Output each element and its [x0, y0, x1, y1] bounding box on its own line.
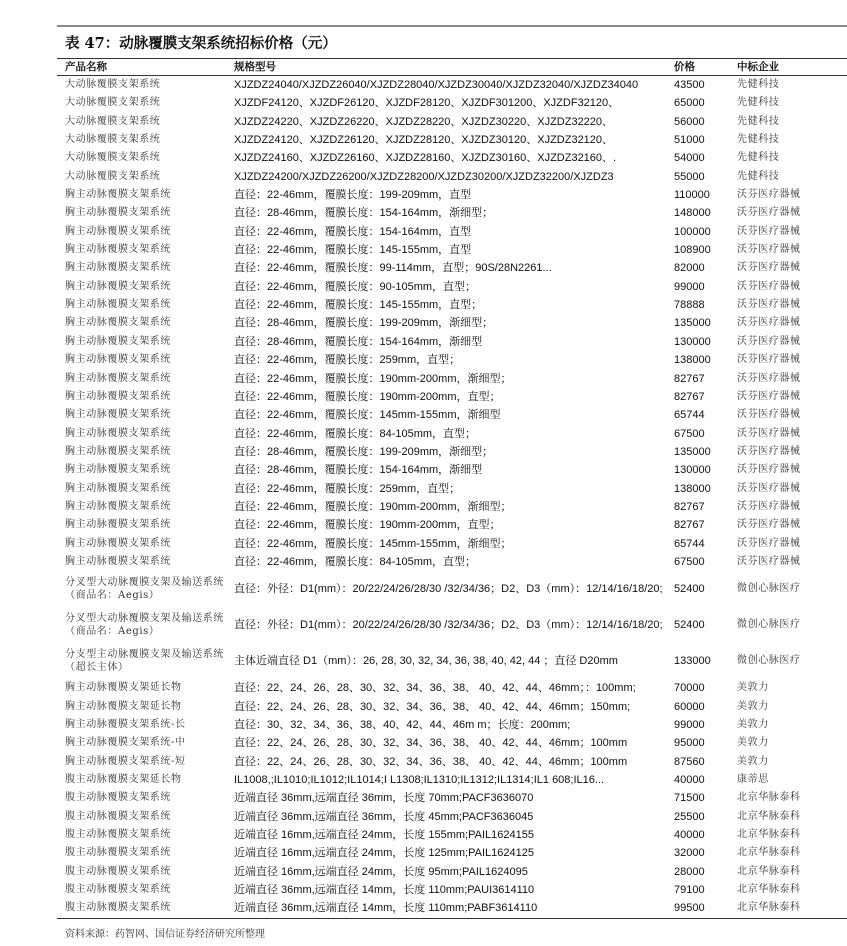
- winning-firm-cell: 沃芬医疗器械: [737, 427, 801, 439]
- spec-cell: 直径：22、24、26、28、30、32、34、36、38、 40、42、44、46mm；150mm;: [234, 700, 631, 713]
- spec-cell: XJZDZ24160、XJZDZ26160、XJZDZ28160、XJZDZ30160、XJZDZ32160、.: [234, 152, 617, 165]
- document-page: [57, 25, 847, 940]
- winning-firm-cell: 美敦力: [737, 700, 769, 712]
- column-header-firm: 中标企业: [737, 61, 779, 73]
- price-cell: 40000: [674, 774, 705, 786]
- winning-firm-cell: 沃芬医疗器械: [737, 299, 801, 311]
- spec-cell-text: 主体近端直径 D1（mm）：26, 28, 30, 32, 34, 36, 38, 40, 42, 44 ；直径 D20mm: [234, 654, 618, 667]
- table-row: [57, 370, 847, 388]
- winning-firm-cell: 先健科技: [737, 170, 780, 182]
- table-row: [57, 480, 847, 498]
- spec-cell: 直径：30、32、34、36、38、40、42、44、46m m；长度：200mm;: [234, 718, 571, 731]
- spec-cell: 直径：28-46mm，覆膜长度：154-164mm，渐细型: [234, 335, 483, 348]
- spec-cell: 直径：22-46mm，覆膜长度：145mm-155mm，渐细型: [234, 409, 501, 422]
- winning-firm-cell: 沃芬医疗器械: [737, 409, 801, 421]
- spec-cell: 直径：22-46mm，覆膜长度：190mm-200mm，直型；: [234, 390, 501, 403]
- price-cell: 133000: [674, 655, 711, 668]
- product-name-cell: [57, 571, 234, 607]
- spec-cell: XJZDZ24040/XJZDZ26040/XJZDZ28040/XJZDZ30040/XJZDZ32040/XJZDZ34040: [234, 79, 639, 91]
- table-row: [57, 241, 847, 259]
- product-name-cell: 大动脉覆膜支架系统: [65, 79, 161, 90]
- price-cell: 32000: [674, 847, 705, 860]
- price-cell: 82000: [674, 262, 705, 275]
- winning-firm-cell: 先健科技: [737, 97, 780, 109]
- spec-cell: [234, 607, 674, 643]
- table-row: [57, 553, 847, 571]
- product-name-cell: [57, 607, 234, 643]
- product-name-cell: 胸主动脉覆膜支架系统: [65, 244, 171, 256]
- price-cell: 55000: [674, 170, 705, 183]
- price-cell: 110000: [674, 189, 710, 202]
- table-row: [57, 186, 847, 204]
- table-row: [57, 734, 847, 752]
- product-name-cell: 胸主动脉覆膜支架系统: [65, 207, 171, 219]
- price-cell: 100000: [674, 225, 711, 238]
- winning-firm-cell: 沃芬医疗器械: [737, 335, 801, 347]
- spec-cell: 近端直径 16mm,远端直径 24mm，长度 155mm;PAIL1624155: [234, 829, 534, 842]
- price-cell: 138000: [674, 482, 711, 495]
- spec-cell: 直径：22-46mm，覆膜长度：99-114mm，直型；90S/28N2261...: [234, 262, 552, 275]
- price-cell: 43500: [674, 79, 705, 91]
- spec-cell: 直径：28-46mm，覆膜长度：199-209mm，渐细型；: [234, 445, 494, 458]
- table-row: [57, 771, 847, 789]
- spec-cell: IL1008,;IL1010;IL1012;IL1014;I L1308;IL1310;IL1312;IL1314;IL1 608;IL16...: [234, 774, 605, 786]
- table-row: [57, 753, 847, 771]
- table-row: [57, 461, 847, 479]
- product-name-cell: 胸主动脉覆膜支架系统: [65, 519, 171, 531]
- product-name-cell: 胸主动脉覆膜支架系统: [65, 390, 171, 402]
- product-name-cell: 胸主动脉覆膜支架系统: [65, 445, 171, 457]
- table-row: [57, 94, 847, 112]
- price-cell: 79100: [674, 884, 705, 897]
- winning-firm-cell: 北京华脉泰科: [737, 829, 801, 841]
- spec-cell: 近端直径 36mm,远端直径 36mm，长度 45mm;PACF3636045: [234, 810, 534, 823]
- table-row: [57, 516, 847, 534]
- winning-firm-cell: 沃芬医疗器械: [737, 225, 801, 237]
- spec-cell: 直径：22-46mm，覆膜长度：190mm-200mm，直型；: [234, 519, 501, 532]
- winning-firm-cell: 康蒂思: [737, 774, 769, 785]
- price-cell: 82767: [674, 500, 705, 513]
- table-row: [57, 716, 847, 734]
- spec-cell: 直径：22-46mm，覆膜长度：145mm-155mm，渐细型；: [234, 537, 512, 550]
- product-name-cell: 大动脉覆膜支架系统: [65, 134, 161, 146]
- product-name-cell: 胸主动脉覆膜支架系统: [65, 409, 171, 421]
- table-row: [57, 425, 847, 443]
- spec-cell: 直径：22-46mm，覆膜长度：259mm，直型；: [234, 354, 461, 367]
- spec-cell: 直径：22-46mm，覆膜长度：145-155mm，直型: [234, 244, 472, 257]
- winning-firm-cell: 北京华脉泰科: [737, 902, 801, 914]
- price-cell: 130000: [674, 335, 711, 348]
- table-row: [57, 278, 847, 296]
- price-cell: 135000: [674, 445, 711, 458]
- table-row: [57, 535, 847, 553]
- spec-cell: 直径：22、24、26、28、30、32、34、36、38、 40、42、44、46mm；100mm: [234, 737, 628, 750]
- column-header-price: 价格: [674, 61, 695, 73]
- top-rule: [57, 25, 847, 27]
- spec-cell: 直径：22-46mm，覆膜长度：190mm-200mm，渐细型；: [234, 500, 512, 513]
- spec-cell-text: 直径：外径：D1(mm）：20/22/24/26/28/30 /32/34/36；D2、D3（mm）：12/14/16/18/20;: [234, 582, 663, 595]
- price-cell: 135000: [674, 317, 711, 330]
- product-name-cell: 大动脉覆膜支架系统: [65, 115, 161, 127]
- price-cell: 130000: [674, 464, 711, 477]
- price-cell: 82767: [674, 390, 705, 403]
- product-name-cell: 大动脉覆膜支架系统: [65, 152, 161, 164]
- spec-cell: 近端直径 36mm,远端直径 14mm，长度 110mm;PAUI3614110: [234, 884, 535, 897]
- price-cell: 52400: [674, 583, 705, 596]
- winning-firm-cell: 先健科技: [737, 79, 780, 90]
- product-name-cell: 胸主动脉覆膜支架系统: [65, 464, 171, 476]
- product-name-cell: 胸主动脉覆膜支架系统: [65, 372, 171, 384]
- table-row: [57, 204, 847, 222]
- product-name-cell: 胸主动脉覆膜支架系统: [65, 262, 171, 274]
- table-row: [57, 149, 847, 167]
- winning-firm-cell: 沃芬医疗器械: [737, 464, 801, 476]
- product-name-cell: 腹主动脉覆膜支架系统: [65, 902, 171, 914]
- table-row: [57, 296, 847, 314]
- product-name-cell: 胸主动脉覆膜支架系统: [65, 280, 171, 292]
- table-body: [57, 76, 847, 919]
- price-cell: 52400: [674, 619, 705, 632]
- product-name-cell-text: 分叉型大动脉覆膜支架及输送系统（商品名：Aegis）: [65, 613, 224, 638]
- product-name-cell: 胸主动脉覆膜支架系统: [65, 427, 171, 439]
- spec-cell: 近端直径 16mm,远端直径 24mm，长度 125mm;PAIL1624125: [234, 847, 534, 860]
- table-row: [57, 223, 847, 241]
- winning-firm-cell: 先健科技: [737, 152, 780, 164]
- spec-cell: 直径：22-46mm，覆膜长度：84-105mm，直型；: [234, 555, 477, 568]
- winning-firm-cell: 先健科技: [737, 115, 780, 127]
- table-row: [57, 131, 847, 149]
- product-name-cell: 腹主动脉覆膜支架系统: [65, 810, 171, 822]
- table-row: [57, 881, 847, 899]
- product-name-cell: 腹主动脉覆膜支架系统: [65, 865, 171, 877]
- product-name-cell: 胸主动脉覆膜支架系统: [65, 317, 171, 329]
- spec-cell: 近端直径 36mm,远端直径 14mm，长度 110mm;PABF3614110: [234, 902, 538, 915]
- winning-firm-cell: 沃芬医疗器械: [737, 482, 801, 494]
- table-row: [57, 643, 847, 679]
- price-cell: 70000: [674, 682, 705, 695]
- spec-cell: 直径：22-46mm，覆膜长度：190mm-200mm，渐细型；: [234, 372, 512, 385]
- winning-firm-cell: 美敦力: [737, 682, 769, 694]
- spec-cell: 直径：22-46mm，覆膜长度：259mm，直型；: [234, 482, 461, 495]
- spec-cell: XJZDZ24220、XJZDZ26220、XJZDZ28220、XJZDZ30220、XJZDZ32220、: [234, 115, 614, 128]
- spec-cell: 直径：22-46mm，覆膜长度：199-209mm，直型: [234, 189, 472, 202]
- price-cell: 60000: [674, 700, 705, 713]
- winning-firm-cell: 沃芬医疗器械: [737, 372, 801, 384]
- table-row: [57, 808, 847, 826]
- price-cell: 67500: [674, 427, 705, 440]
- price-table: [57, 59, 847, 919]
- spec-cell-text: 直径：外径：D1(mm）：20/22/24/26/28/30 /32/34/36；D2、D3（mm）：12/14/16/18/20;: [234, 618, 663, 631]
- spec-cell: 直径：22-46mm，覆膜长度：154-164mm，直型: [234, 225, 472, 238]
- table-row: [57, 789, 847, 807]
- table-row: [57, 679, 847, 697]
- spec-cell: 直径：22-46mm，覆膜长度：145-155mm，直型；: [234, 299, 483, 312]
- spec-cell: XJZDZ24120、XJZDZ26120、XJZDZ28120、XJZDZ30120、XJZDZ32120、: [234, 134, 614, 147]
- spec-cell: 近端直径 16mm,远端直径 24mm，长度 95mm;PAIL1624095: [234, 865, 528, 878]
- spec-cell: XJZDZ24200/XJZDZ26200/XJZDZ28200/XJZDZ30200/XJZDZ32200/XJZDZ3: [234, 170, 614, 183]
- product-name-cell: 胸主动脉覆膜支架系统: [65, 189, 171, 201]
- spec-cell: [234, 571, 674, 607]
- spec-cell: 直径：28-46mm，覆膜长度：154-164mm，渐细型: [234, 464, 483, 477]
- column-header-spec: 规格型号: [234, 61, 276, 73]
- winning-firm-cell: 微创心脉医疗: [737, 583, 801, 595]
- product-name-cell: 胸主动脉覆膜支架系统: [65, 555, 171, 567]
- table-row: [57, 844, 847, 862]
- spec-cell: 直径：22、24、26、28、30、32、34、36、38、 40、42、44、46mm；100mm: [234, 755, 628, 768]
- table-row: [57, 388, 847, 406]
- winning-firm-cell: 沃芬医疗器械: [737, 207, 801, 219]
- table-row: [57, 607, 847, 643]
- product-name-cell: 胸主动脉覆膜支架系统-短: [65, 755, 186, 767]
- table-row: [57, 571, 847, 607]
- spec-cell: 直径：28-46mm，覆膜长度：199-209mm，渐细型；: [234, 317, 494, 330]
- winning-firm-cell: 美敦力: [737, 718, 769, 730]
- spec-cell: 直径：28-46mm，覆膜长度：154-164mm，渐细型；: [234, 207, 494, 220]
- table-row: [57, 76, 847, 95]
- winning-firm-cell: 沃芬医疗器械: [737, 354, 801, 366]
- table-row: [57, 351, 847, 369]
- table-row: [57, 698, 847, 716]
- price-cell: 51000: [674, 134, 705, 147]
- table-row: [57, 168, 847, 186]
- price-cell: 67500: [674, 555, 705, 568]
- winning-firm-cell: 美敦力: [737, 737, 769, 749]
- spec-cell: XJZDF24120、XJZDF26120、XJZDF28120、XJZDF301200、XJZDF32120、: [234, 97, 620, 110]
- price-cell: 78888: [674, 299, 705, 312]
- product-name-cell: 胸主动脉覆膜支架系统: [65, 482, 171, 494]
- price-cell: 82767: [674, 372, 705, 385]
- price-cell: 95000: [674, 737, 705, 750]
- winning-firm-cell: 沃芬医疗器械: [737, 537, 801, 549]
- table-row: [57, 333, 847, 351]
- winning-firm-cell: 沃芬医疗器械: [737, 500, 801, 512]
- winning-firm-cell: 沃芬医疗器械: [737, 262, 801, 274]
- price-cell: 54000: [674, 152, 705, 165]
- table-row: [57, 259, 847, 277]
- winning-firm-cell: 微创心脉医疗: [737, 655, 801, 667]
- spec-cell: 直径：22-46mm，覆膜长度：84-105mm，直型；: [234, 427, 477, 440]
- product-name-cell: 胸主动脉覆膜支架系统: [65, 335, 171, 347]
- product-name-cell: 胸主动脉覆膜支架系统: [65, 537, 171, 549]
- product-name-cell: 大动脉覆膜支架系统: [65, 97, 161, 109]
- winning-firm-cell: 北京华脉泰科: [737, 792, 801, 804]
- price-cell: 56000: [674, 115, 705, 128]
- product-name-cell: 大动脉覆膜支架系统: [65, 170, 161, 182]
- product-name-cell: 胸主动脉覆膜支架系统-中: [65, 737, 186, 749]
- winning-firm-cell: 北京华脉泰科: [737, 884, 801, 896]
- product-name-cell: 胸主动脉覆膜支架延长物: [65, 682, 182, 694]
- winning-firm-cell: 沃芬医疗器械: [737, 390, 801, 402]
- table-row: [57, 113, 847, 131]
- winning-firm-cell: 北京华脉泰科: [737, 865, 801, 877]
- winning-firm-cell: 沃芬医疗器械: [737, 317, 801, 329]
- product-name-cell: 腹主动脉覆膜支架延长物: [65, 774, 182, 785]
- product-name-cell: [57, 643, 234, 679]
- price-cell: 65000: [674, 97, 705, 110]
- winning-firm-cell: 沃芬医疗器械: [737, 189, 801, 201]
- winning-firm-cell: 沃芬医疗器械: [737, 280, 801, 292]
- product-name-cell: 腹主动脉覆膜支架系统: [65, 884, 171, 896]
- price-cell: 25500: [674, 810, 705, 823]
- price-cell: 65744: [674, 537, 705, 550]
- winning-firm-cell: 美敦力: [737, 755, 769, 767]
- price-cell: 99000: [674, 280, 705, 293]
- table-header-row: [57, 59, 847, 76]
- winning-firm-cell: 沃芬医疗器械: [737, 244, 801, 256]
- winning-firm-cell: 沃芬医疗器械: [737, 445, 801, 457]
- price-cell: 28000: [674, 865, 705, 878]
- table-row: [57, 863, 847, 881]
- table-row: [57, 498, 847, 516]
- product-name-cell: 胸主动脉覆膜支架系统-长: [65, 718, 186, 730]
- product-name-cell: 腹主动脉覆膜支架系统: [65, 829, 171, 841]
- winning-firm-cell: 沃芬医疗器械: [737, 555, 801, 567]
- column-header-product: 产品名称: [65, 61, 107, 73]
- price-cell: 40000: [674, 829, 705, 842]
- product-name-cell: 胸主动脉覆膜支架系统: [65, 500, 171, 512]
- price-cell: 99000: [674, 718, 705, 731]
- price-cell: 99500: [674, 902, 705, 915]
- table-row: [57, 826, 847, 844]
- table-row: [57, 314, 847, 332]
- product-name-cell: 胸主动脉覆膜支架系统: [65, 225, 171, 237]
- price-cell: 65744: [674, 409, 705, 422]
- product-name-cell-text: 分叉型大动脉覆膜支架及输送系统（商品名：Aegis）: [65, 577, 224, 602]
- spec-cell: 近端直径 36mm,远端直径 36mm，长度 70mm;PACF3636070: [234, 792, 534, 805]
- product-name-cell: 腹主动脉覆膜支架系统: [65, 792, 171, 804]
- product-name-cell: 胸主动脉覆膜支架延长物: [65, 700, 182, 712]
- price-cell: 138000: [674, 354, 711, 367]
- winning-firm-cell: 北京华脉泰科: [737, 810, 801, 822]
- spec-cell: [234, 643, 674, 679]
- winning-firm-cell: 沃芬医疗器械: [737, 519, 801, 531]
- winning-firm-cell: 北京华脉泰科: [737, 847, 801, 859]
- price-cell: 71500: [674, 792, 705, 805]
- table-row: [57, 443, 847, 461]
- price-cell: 148000: [674, 207, 711, 220]
- price-cell: 87560: [674, 755, 705, 768]
- table-row: [57, 406, 847, 424]
- spec-cell: 直径：22-46mm，覆膜长度：90-105mm，直型；: [234, 280, 477, 293]
- price-cell: 108900: [674, 244, 711, 257]
- source-note: 资料来源：药智网、国信证券经济研究所整理: [65, 928, 265, 940]
- product-name-cell-text: 分支型主动脉覆膜支架及输送系统（超长主体）: [65, 649, 224, 674]
- winning-firm-cell: 微创心脉医疗: [737, 619, 801, 631]
- price-cell: 82767: [674, 519, 705, 532]
- table-title: 表 47：动脉覆膜支架系统招标价格（元）: [65, 35, 337, 52]
- product-name-cell: 胸主动脉覆膜支架系统: [65, 299, 171, 311]
- product-name-cell: 腹主动脉覆膜支架系统: [65, 847, 171, 859]
- product-name-cell: 胸主动脉覆膜支架系统: [65, 354, 171, 366]
- table-row: [57, 899, 847, 918]
- spec-cell: 直径：22、24、26、28、30、32、34、36、38、 40、42、44、46mm；：100mm;: [234, 682, 636, 695]
- winning-firm-cell: 先健科技: [737, 134, 780, 146]
